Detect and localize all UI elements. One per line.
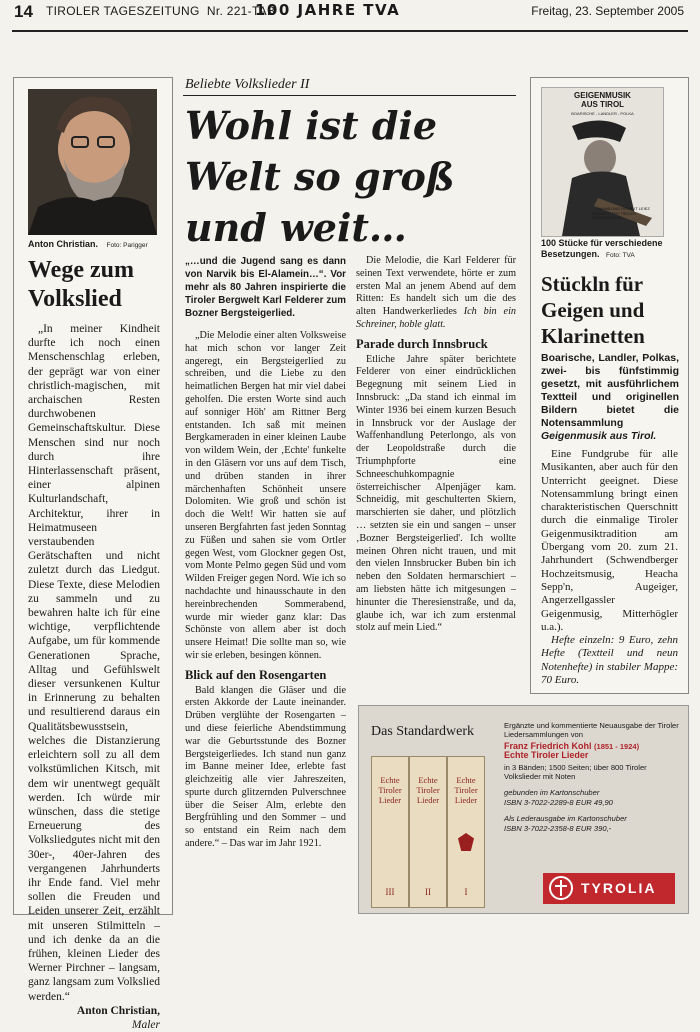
article-lead: „…und die Jugend sang es dann von Narvik bis El-Alamein…“. Vor mehr als 80 Jahren inspirierte die Tiroler Bergwelt Karl Felderer zum Bozner Bergsteigerlied.: [185, 256, 346, 319]
advert-tyrolia: [358, 705, 689, 914]
header-rule: [12, 30, 688, 32]
portrait-caption: Anton Christian. Foto: Parigger: [28, 239, 148, 249]
issue-date: Freitag, 23. September 2005: [531, 4, 684, 18]
songbook-cover: GEIGENMUSIK AUS TIROL BOARISCHE - LANDLER - POLKA SAMMLUNG HELMUT LEIEZ HERAUSGEBER: TIROLER VOLKSLIEDWERK: [541, 87, 664, 237]
special-section-title: 100 JAHRE TVA: [255, 1, 401, 19]
page-number: 14: [14, 2, 33, 21]
price-info: Hefte einzeln: 9 Euro, zehn Hefte (Textteil und neun Notenhefte) in stabiler Mappe: 70 Euro.: [541, 634, 678, 687]
songbook-caption: 100 Stücke für verschiedene Besetzungen. Foto: TVA: [541, 238, 663, 259]
eagle-crest-icon: [458, 833, 474, 851]
left-headline: Wege zum Volkslied: [28, 257, 134, 312]
article-column-2: Die Melodie, die Karl Felderer für seinen Text verwendete, hörte er zum ersten Mal an jenem Abend auf dem Ritten: Es handelt sich um die des alten Handwerkerliedes Ich bin ein Schreiner, hoble glatt. Parade durch Innsbruck Etliche Jahre später berichtete Felderer von einer eindrücklichen Begegnung mit seinem Lied in Innsbruck: „Da stand ich einmal im Winter 1936 bei einem kurzen Besuch in Innsbruck vor der Auslage der Waffenhandlung Peterlongo, als von der Leopoldstraße durch die Triumphpforte eine Schneeschuhkompagnie österreichischer Alpenjäger kam. Schneidig, mit geschulterten Skiern, marschierten sie daher, und plötzlich … setzten sie ein und sangen – unser ‚Bozner Bergsteigerlied'. Ich wollte meinen Ohren nicht trauen, und mit den vielen Innsbrucker Buben bin ich neben den Soldaten hermarschiert – am liebsten hätte ich mitgesungen – hinunter die Theresienstraße, und da, glaube ich, war ich zum erstenmal stolz auf mein Lied.“: [356, 255, 516, 634]
article-column-1: [185, 255, 346, 851]
page-header: [0, 0, 700, 30]
article-paragraph: Etliche Jahre später berichtete Felderer von einer eindrücklichen Begegnung mit seinem Lied in Innsbruck: „Da stand ich einmal im Winter 1936 bei einem kurzen Besuch in Innsbruck vor der Auslage der Waffenhandlung Peterlongo, als von der Leopoldstraße durch die Triumphpforte eine Schneeschuhkompagnie österreichischer Alpenjäger kam. Schneidig, mit geschulterten Skiern, marschierten sie daher, und plötzlich … setzten sie ein und sangen – unser ‚Bozner Bergsteigerlied'. Ich wollte meinen Ohren nicht trauen, und mit den vielen Innsbrucker Buben bin ich neben den Soldaten hermarschiert – am liebsten hätte ich mitgesungen – hinunter die Theresienstraße, und da, glaube ich, war ich zum erstenmal stolz auf mein Lied.“: [356, 353, 516, 634]
book-volume-3: Echte Tiroler Lieder III: [371, 756, 409, 908]
article-headline: Wohl ist die Welt so groß und weit…: [185, 103, 455, 250]
advert-title: Das Standardwerk: [371, 724, 475, 739]
right-lead: Boarische, Landler, Polkas, zwei- bis fünfstimmig gesetzt, mit ausführlichem Textteil und originellen Bildern bietet die Notensammlung Geigenmusik aus Tirol.: [541, 352, 679, 442]
right-body: Eine Fundgrube für alle Musikanten, aber auch für den Unterricht geeignet. Diese Notensammlung bringt einen charakteristischen Querschnitt durch die einmalige Tiroler Geigenmusiktradition am Übergang vom 20. zum 21. Jahrhundert (Schwendberger Hochzeitsmusig, Heacha Sepp'n, Augeiger, Angerzellgassler Geigenmusig, Mitterhögler u.a.). Hefte einzeln: 9 Euro, zehn Hefte (Textteil und neun Notenhefte) in stabiler Mappe: 70 Euro.: [541, 448, 678, 687]
article-kicker: Beliebte Volkslieder II: [185, 77, 310, 92]
article-paragraph: Bald klangen die Gläser und die ersten Akkorde der Laute ineinander. Drüben verglühte der Rosengarten – und diese feierliche Abendstimmung war die Geburtsstunde des Bozner Bergsteigerliedes. Ich stand nun ganz im Banne meiner Idee, erlebte fast gleichzeitig alle vier Jahreszeiten, spurte durch glitzernden Pulverschnee über die Seiser Alm, erlebte den Bergfrühling und den Sommer – und so entstand ein Reim nach dem andere.“ – Das war im Jahr 1921.: [185, 684, 346, 850]
tyrolia-logo: TYROLIA: [543, 873, 675, 904]
subheading-rosengarten: Blick auf den Rosengarten: [185, 667, 327, 682]
author-name: Anton Christian,: [76, 1004, 160, 1017]
kicker-rule: [183, 95, 516, 96]
book-volume-2: Echte Tiroler Lieder II: [409, 756, 447, 908]
subheading-innsbruck: Parade durch Innsbruck: [356, 336, 488, 351]
newspaper-name: TIROLER TAGESZEITUNG Nr. 221-TAB: [46, 4, 276, 18]
portrait-photo: [28, 89, 157, 235]
advert-copy: Ergänzte und kommentierte Neuausgabe der Tiroler Liedersammlungen von Franz Friedrich Kohl (1851 - 1924) Echte Tiroler Lieder in 3 Bänden; 1500 Seiten; über 800 Tiroler Volkslieder mit Noten gebunden im Kartonschuber ISBN 3-7022-2289-8 EUR 49,90 Als Lederausgabe im Kartonschuber ISBN 3-7022-2358-8 EUR 390,-: [504, 721, 679, 833]
issue-number: Nr. 221-TAB: [206, 4, 276, 18]
left-body: „In meiner Kindheit durfte ich noch einen Menschenschlag erleben, der geprägt war von einer christlich-magischen, mit archaischen Resten durchwobenen Gemeinschaftskultur. Diese Menschen sind nur noch durch ihre Hinterlassenschaft präsent, einer alpinen Kulturlandschaft, Architektur, ihrer in Heimatmuseen verstaubenden Gerätschaften und nicht zuletzt durch das Liedgut. Diese Texte, diese Melodien zu sammeln und zu bewahren halte ich für eine wichtige, verpflichtende Aufgabe, um für kommende Generationen Sprache, Alltag und Gefühlswelt dieser versunkenen Kultur in Erinnerung zu behalten und resultierend daraus ein Qualitätsbewusstsein, welches die Distanzierung erleichtern soll zu all dem volkstümlichen Kitsch, mit dem wir unentwegt gequält werden. Ich würde mir wünschen, dass die stetige Erneuerung des Volksliedgutes nicht mit den 30er-, 40er-Jahren des vergangenen Jahrhunderts ihr Ende fand. Viel mehr sollen die Freuden und Leiden unserer Zeit, erzählt mit unseren Stilmitteln – und ich denke da an die frühen, kleinen Lieder des Werner Pirchner – langsam, ganz langsam zum Volkslied werden.“ Anton Christian, Maler: [28, 323, 160, 1031]
cross-anchor-icon: [549, 876, 573, 900]
author-role: Maler: [131, 1018, 160, 1031]
book-volume-1: Echte Tiroler Lieder I: [447, 756, 485, 908]
article-paragraph: „Die Melodie einer alten Volksweise hat mich schon vor langer Zeit angeregt, ein Bergsteigerlied zu schreiben, und die Liebe zu den heimatlichen Bergen hat mir viel dabei geholfen. Die ersten Worte sind auch auf sonniger Höh' am Rittner Berg entstanden. Ich saß mit meinen Bergkameraden in einer kleinen Laube von wildem Wein, der ‚Echte' funkelte in den Gläsern vor uns auf dem Tisch, und drüben standen in ihrer märchenhaften Schönheit unsere Dolomiten. Wie groß und schön ist doch die Welt! Wir hatten sie auf unseren Bergfahrten fast jeden Sonntag zu Füßen und sahen sie vom Ortler gegen West, vom Glockner gegen Ost, vom Monte Pelmo gegen Süd und vom Wilden Freiger gegen Nord. Wie ich so nachdachte und hinausschaute in den hereinbrechenden Sommerabend, wurde mir wieder ganz klar: Das Schönste von allem aber ist doch unsere Heimat! Die sollte man so, wie wir sie erleben, besingen können.: [185, 330, 346, 661]
right-headline: Stückln für Geigen und Klarinetten: [541, 272, 645, 348]
